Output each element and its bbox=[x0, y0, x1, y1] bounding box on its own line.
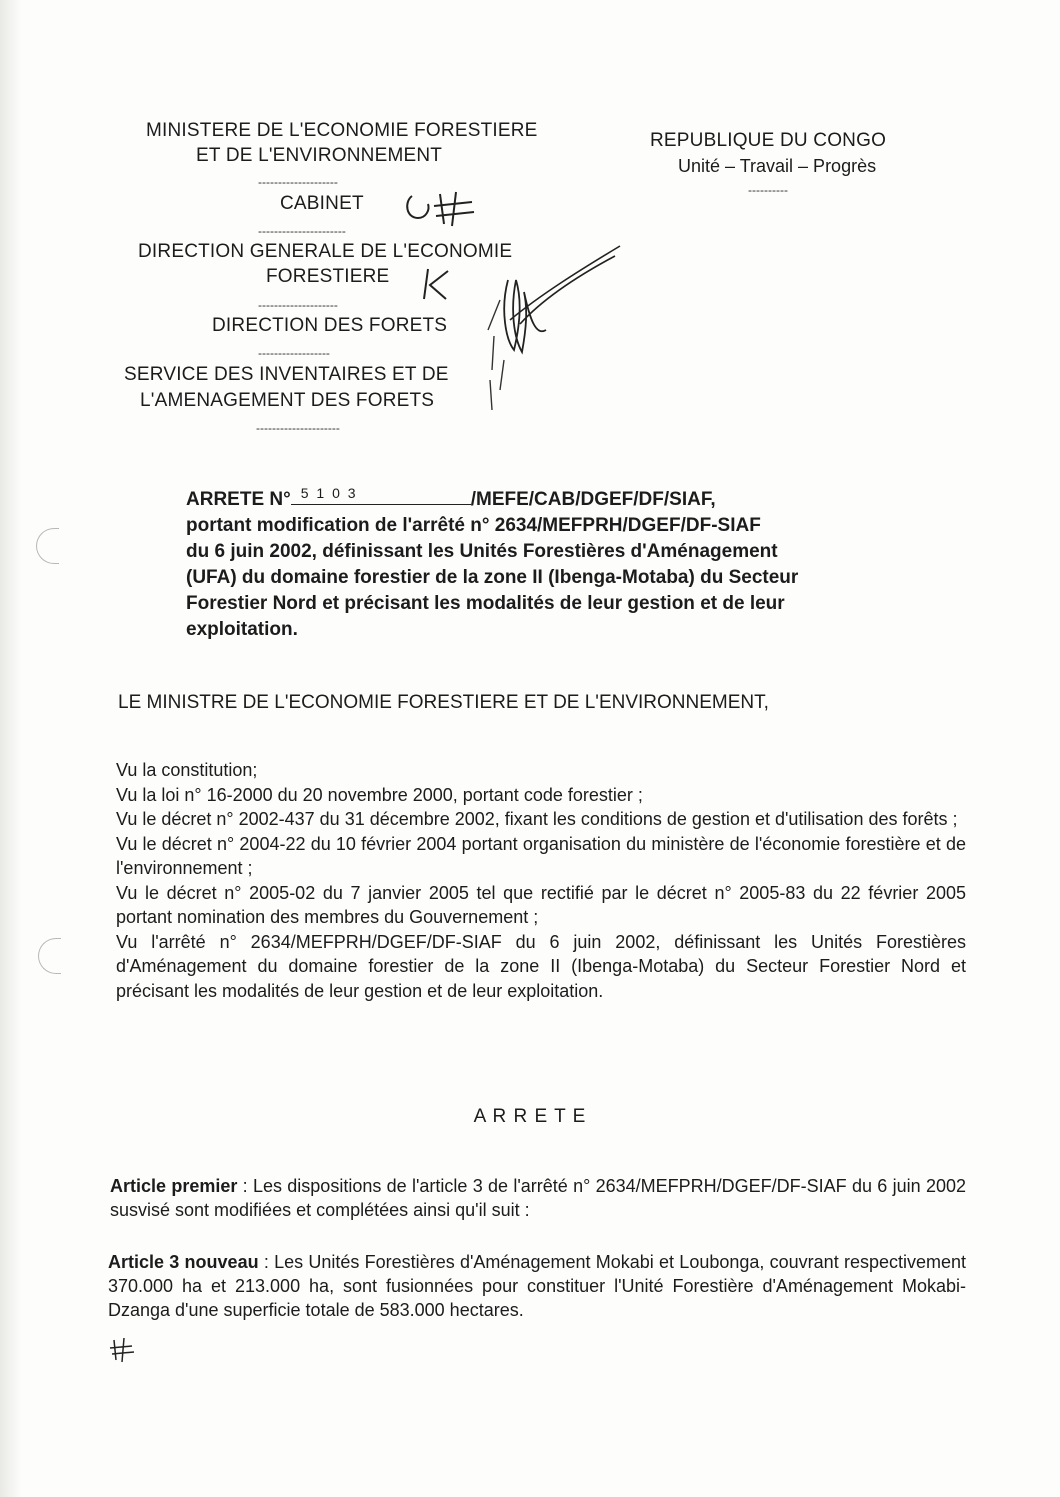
punch-hole bbox=[36, 528, 59, 564]
arrete-number-blank bbox=[291, 486, 471, 505]
handwritten-initials-mark bbox=[108, 1336, 138, 1366]
arrete-prefix: ARRETE N° bbox=[186, 489, 291, 510]
separator: -------------------- bbox=[258, 298, 338, 312]
minister-heading: LE MINISTRE DE L'ECONOMIE FORESTIERE ET DE L'ENVIRONNEMENT, bbox=[118, 692, 769, 713]
title-line2: portant modification de l'arrêté n° 2634/MEFPRH/DGEF/DF-SIAF bbox=[186, 515, 761, 536]
motto: Unité – Travail – Progrès bbox=[678, 156, 877, 176]
article-3-text: : Les Unités Forestières d'Aménagement Mokabi et Loubonga, couvrant respectivement 370.000 ha et 213.000 ha, sont fusionnées pour constituer l'Unité Forestière d'Aménagement Mokabi-Dzanga d'une superficie totale de 583.000 hectares. bbox=[108, 1252, 967, 1320]
arrete-heading: A R R E T E bbox=[473, 1106, 587, 1127]
title-line6: exploitation. bbox=[186, 619, 298, 640]
arrete-number-line bbox=[186, 486, 886, 513]
article-premier-text: : Les dispositions de l'article 3 de l'arrêté n° 2634/MEFPRH/DGEF/DF-SIAF du 6 juin 2002 susvisé sont modifiées et complétées ainsi qu'il suit : bbox=[110, 1176, 966, 1220]
vu-item: Vu l'arrêté n° 2634/MEFPRH/DGEF/DF-SIAF du 6 juin 2002, définissant les Unités Forestières d'Aménagement du domaine forestier de la zone II (Ibenga-Motaba) du Secteur Forestier Nord et précisant les modalités de leur gestion et de leur exploitation. bbox=[116, 931, 966, 1001]
separator: -------------------- bbox=[258, 175, 338, 189]
punch-hole bbox=[38, 938, 61, 974]
vu-item: Vu le décret n° 2002-437 du 31 décembre 2002, fixant les conditions de gestion et d'utilisation des forêts ; bbox=[116, 809, 958, 829]
siaf-line2: L'AMENAGEMENT DES FORETS bbox=[140, 390, 435, 411]
vu-item: Vu la loi n° 16-2000 du 20 novembre 2000, portant code forestier ; bbox=[116, 784, 643, 805]
title-line4: (UFA) du domaine forestier de la zone II (Ibenga-Motaba) du Secteur bbox=[186, 567, 799, 588]
handwritten-k-mark bbox=[420, 265, 460, 305]
handwritten-initials-mark bbox=[400, 188, 490, 233]
title-line5: Forestier Nord et précisant les modalités de leur gestion et de leur bbox=[186, 593, 785, 614]
article-3-nouveau bbox=[108, 1250, 966, 1322]
cabinet-label: CABINET bbox=[280, 193, 364, 214]
separator: --------------------- bbox=[256, 421, 340, 435]
vu-list bbox=[116, 758, 966, 1003]
dgef-line1: DIRECTION GENERALE DE L'ECONOMIE bbox=[138, 241, 513, 262]
article-premier bbox=[110, 1174, 966, 1222]
scan-edge-shadow bbox=[0, 0, 22, 1497]
article-premier-label: Article premier bbox=[110, 1176, 238, 1196]
separator: ---------- bbox=[748, 183, 788, 197]
direction-forets: DIRECTION DES FORETS bbox=[212, 315, 448, 336]
republic-name: REPUBLIQUE DU CONGO bbox=[650, 130, 887, 151]
vu-item: Vu la constitution; bbox=[116, 760, 258, 780]
vu-item: Vu le décret n° 2005-02 du 7 janvier 2005 tel que rectifié par le décret n° 2005-83 du 22 février 2005 portant nomination des membres du Gouvernement ; bbox=[116, 882, 966, 927]
separator: ---------------------- bbox=[258, 224, 346, 238]
article-3-label: Article 3 nouveau bbox=[108, 1252, 259, 1272]
arrete-number: 5 1 0 3 bbox=[300, 485, 358, 501]
arrete-suffix: /MEFE/CAB/DGEF/DF/SIAF, bbox=[470, 489, 716, 510]
vu-item: Vu le décret n° 2004-22 du 10 février 2004 portant organisation du ministère de l'économie forestière et de l'environnement ; bbox=[116, 833, 966, 878]
siaf-line1: SERVICE DES INVENTAIRES ET DE bbox=[124, 364, 449, 385]
separator: ------------------ bbox=[258, 346, 330, 360]
arrete-title bbox=[186, 486, 886, 643]
ministry-name-line1: MINISTERE DE L'ECONOMIE FORESTIERE bbox=[146, 120, 538, 141]
ministry-name-line2: ET DE L'ENVIRONNEMENT bbox=[196, 145, 443, 166]
signature bbox=[470, 240, 630, 450]
dgef-line2: FORESTIERE bbox=[266, 266, 390, 287]
title-line3: du 6 juin 2002, définissant les Unités Forestières d'Aménagement bbox=[186, 541, 778, 562]
